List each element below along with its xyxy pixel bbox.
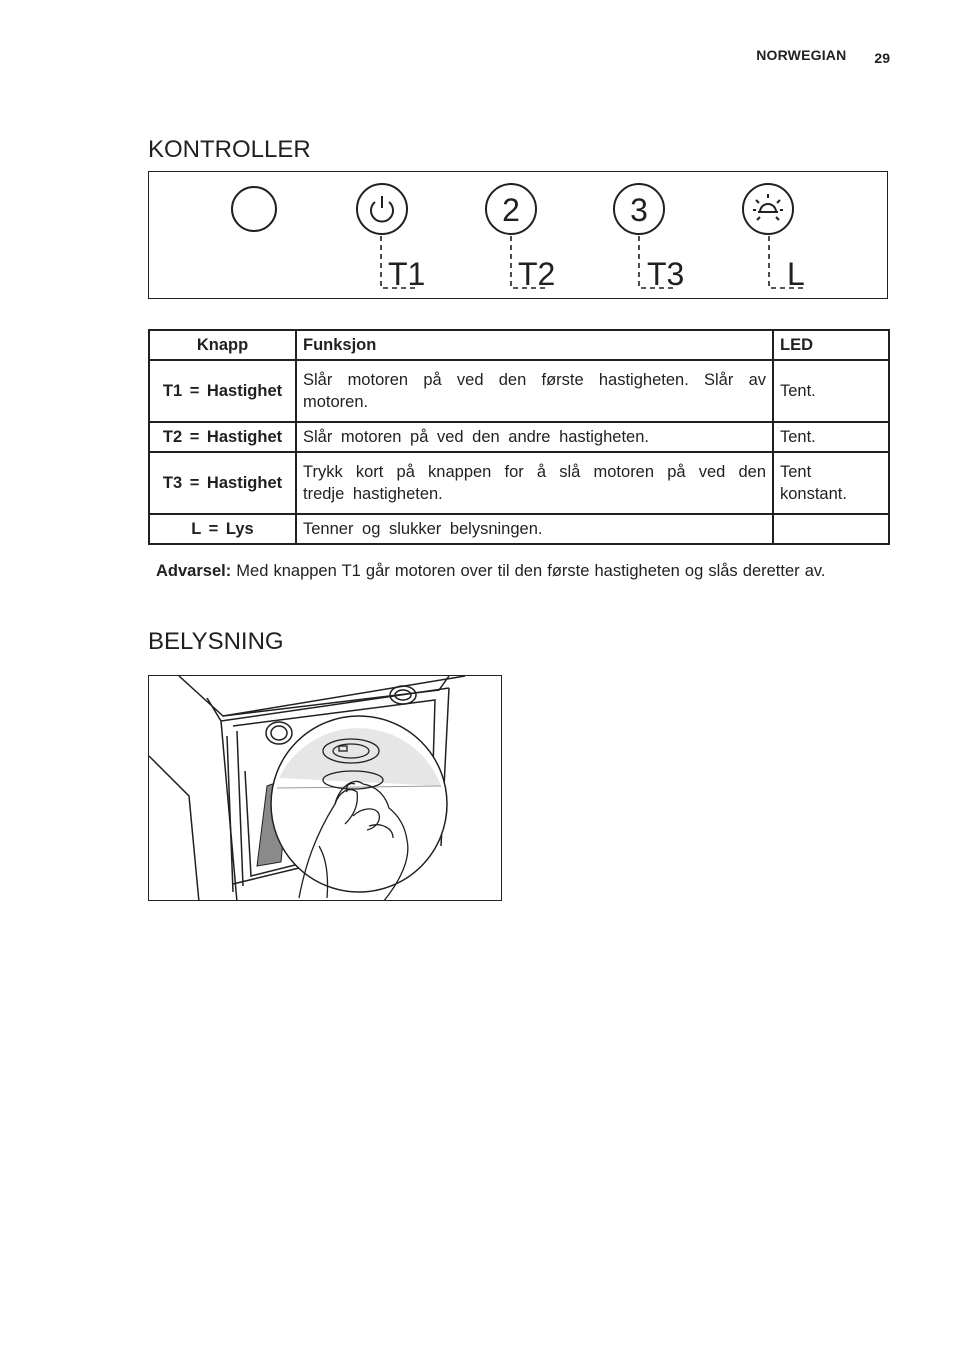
power-icon bbox=[357, 184, 407, 234]
warning-text: Med knappen T1 går motoren over til den første hastigheten og slås deretter av. bbox=[231, 562, 826, 580]
table-row bbox=[149, 514, 889, 544]
cell-button: T3 = Hastighet bbox=[149, 452, 296, 514]
control-panel-svg bbox=[149, 172, 889, 300]
cell-led bbox=[773, 514, 889, 544]
table-row bbox=[149, 422, 889, 452]
cell-function: Trykk kort på knappen for å slå motoren på ved den tredje hastigheten. bbox=[296, 452, 773, 514]
light-icon bbox=[743, 184, 793, 234]
cell-button: L = Lys bbox=[149, 514, 296, 544]
button-label-t2: T2 bbox=[518, 256, 556, 292]
cell-led: Tent. bbox=[773, 360, 889, 422]
button-label-t3: T3 bbox=[647, 256, 685, 292]
column-header-knapp: Knapp bbox=[149, 330, 296, 360]
lighting-section-title: BELYSNING bbox=[148, 628, 284, 655]
table-header-row bbox=[149, 330, 889, 360]
button-glyph-2: 2 bbox=[502, 192, 520, 228]
cell-function: Slår motoren på ved den andre hastigheten. bbox=[296, 422, 773, 452]
button-label-t1: T1 bbox=[388, 256, 426, 292]
cell-button: T1 = Hastighet bbox=[149, 360, 296, 422]
table-row bbox=[149, 360, 889, 422]
lighting-illustration bbox=[148, 675, 502, 901]
button-label-l: L bbox=[787, 256, 805, 292]
cell-function: Slår motoren på ved den første hastigheten. Slår av motoren. bbox=[296, 360, 773, 422]
cell-led: Tent konstant. bbox=[773, 452, 889, 514]
column-header-led: LED bbox=[773, 330, 889, 360]
page-header bbox=[756, 47, 890, 66]
control-panel-diagram bbox=[148, 171, 888, 299]
cell-function: Tenner og slukker belysningen. bbox=[296, 514, 773, 544]
column-header-funksjon: Funksjon bbox=[296, 330, 773, 360]
warning-note bbox=[156, 562, 826, 581]
hood-lamp-illustration-svg bbox=[149, 676, 502, 901]
cell-led: Tent. bbox=[773, 422, 889, 452]
warning-label: Advarsel: bbox=[156, 562, 232, 580]
controls-section-title: KONTROLLER bbox=[148, 136, 311, 163]
button-glyph-3: 3 bbox=[630, 192, 648, 228]
controls-table bbox=[148, 329, 890, 545]
table-row bbox=[149, 452, 889, 514]
page-number: 29 bbox=[874, 50, 890, 66]
language-label: NORWEGIAN bbox=[756, 47, 847, 63]
blank-circle-icon bbox=[232, 187, 276, 231]
cell-button: T2 = Hastighet bbox=[149, 422, 296, 452]
